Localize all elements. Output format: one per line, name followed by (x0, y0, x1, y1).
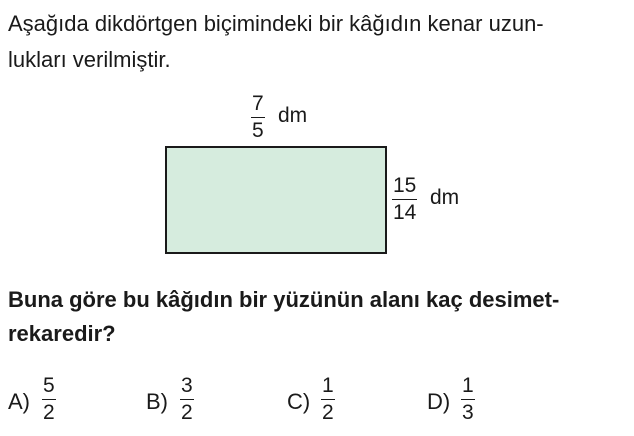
height-numerator: 15 (393, 174, 417, 197)
width-fraction-bar (251, 117, 265, 118)
option-b-fraction-bar (180, 399, 194, 400)
option-a-fraction (42, 374, 56, 425)
option-c-letter: C) (287, 389, 311, 414)
option-c-fraction-bar (321, 399, 335, 400)
option-c-numerator: 1 (322, 374, 334, 397)
height-denominator: 14 (393, 201, 417, 224)
intro-text (8, 6, 628, 78)
option-c-fraction (321, 374, 335, 425)
question-line-1: Buna göre bu kâğıdın bir yüzünün alanı kaç desimet- (8, 287, 560, 312)
option-a-denominator: 2 (43, 401, 55, 424)
intro-line-1: Aşağıda dikdörtgen biçimindeki bir kâğıdın kenar uzun- (8, 11, 544, 36)
option-d-fraction (461, 374, 475, 425)
paper-rectangle (165, 146, 387, 254)
option-b-fraction (180, 374, 194, 425)
option-b-numerator: 3 (181, 374, 193, 397)
option-a-fraction-bar (42, 399, 56, 400)
height-fraction-bar (392, 199, 417, 200)
option-a-letter: A) (8, 389, 30, 414)
option-d-denominator: 3 (462, 401, 474, 424)
option-b-letter: B) (146, 389, 168, 414)
question-line-2: rekaredir? (8, 321, 116, 346)
option-c-denominator: 2 (322, 401, 334, 424)
option-d-numerator: 1 (462, 374, 474, 397)
option-b-denominator: 2 (181, 401, 193, 424)
width-fraction (251, 92, 265, 143)
option-d-fraction-bar (461, 399, 475, 400)
option-a-numerator: 5 (43, 374, 55, 397)
option-d-letter: D) (427, 389, 451, 414)
height-fraction (392, 174, 417, 225)
height-unit: dm (430, 186, 460, 209)
width-denominator: 5 (252, 119, 264, 142)
width-numerator: 7 (252, 92, 264, 115)
width-unit: dm (278, 104, 308, 127)
question-text (8, 283, 628, 351)
intro-line-2: lukları verilmiştir. (8, 47, 171, 72)
